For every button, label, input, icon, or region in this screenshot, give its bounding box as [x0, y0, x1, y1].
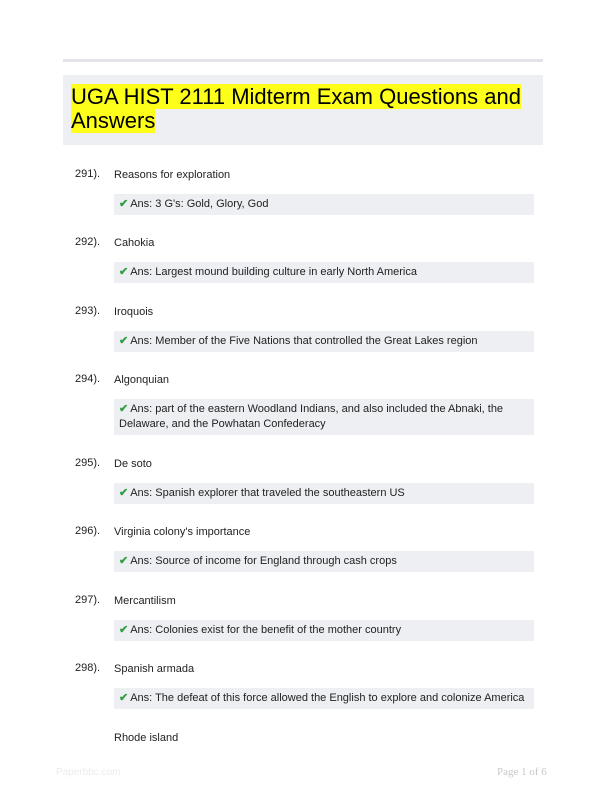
page-title-text: UGA HIST 2111 Midterm Exam Questions and Answers	[71, 84, 521, 133]
answer-text: Ans: The defeat of this force allowed the English to explore and colonize America	[130, 692, 525, 704]
answer-box	[114, 194, 534, 215]
answer-box	[114, 620, 534, 641]
question-number: 292).	[75, 236, 101, 248]
check-icon: ✔	[119, 692, 129, 704]
footer-watermark: Paperbbc.com	[56, 767, 121, 778]
question-text: Reasons for exploration	[114, 169, 231, 181]
answer-box	[114, 551, 534, 572]
answer-box	[114, 483, 534, 504]
question-text: Virginia colony's importance	[114, 526, 251, 538]
answer-text: Ans: part of the eastern Woodland Indians, and also included the Abnaki, the Delaware, and the Powhatan Confederacy	[119, 403, 504, 430]
question-text: Algonquian	[114, 374, 170, 386]
question-number: 296).	[75, 525, 101, 537]
question-number: 298).	[75, 662, 101, 674]
title-box	[63, 75, 543, 145]
question-text: Mercantilism	[114, 595, 176, 607]
check-icon: ✔	[119, 198, 129, 210]
page-number: Page 1 of 6	[497, 766, 547, 778]
question-number: 294).	[75, 373, 101, 385]
answer-text: Ans: Member of the Five Nations that controlled the Great Lakes region	[130, 335, 478, 347]
question-number: 297).	[75, 594, 101, 606]
answer-text: Ans: Colonies exist for the benefit of the mother country	[130, 624, 402, 636]
answer-box	[114, 688, 534, 709]
question-text: Iroquois	[114, 306, 154, 318]
answer-text: Ans: Largest mound building culture in early North America	[130, 266, 417, 278]
question-text: Rhode island	[114, 732, 179, 744]
question-number: 293).	[75, 305, 101, 317]
answer-text: Ans: 3 G's: Gold, Glory, God	[130, 198, 269, 210]
question-text: Cahokia	[114, 237, 155, 249]
question-number: 291).	[75, 168, 101, 180]
check-icon: ✔	[119, 555, 129, 567]
question-number: 295).	[75, 457, 101, 469]
answer-box	[114, 331, 534, 352]
question-text: De soto	[114, 458, 152, 470]
check-icon: ✔	[119, 403, 129, 415]
check-icon: ✔	[119, 335, 129, 347]
page-title	[71, 85, 531, 133]
question-text: Spanish armada	[114, 663, 195, 675]
top-rule	[63, 59, 543, 62]
check-icon: ✔	[119, 487, 129, 499]
check-icon: ✔	[119, 624, 129, 636]
answer-text: Ans: Source of income for England through cash crops	[130, 555, 397, 567]
answer-box	[114, 262, 534, 283]
check-icon: ✔	[119, 266, 129, 278]
answer-text: Ans: Spanish explorer that traveled the southeastern US	[130, 487, 405, 499]
answer-box	[114, 399, 534, 435]
